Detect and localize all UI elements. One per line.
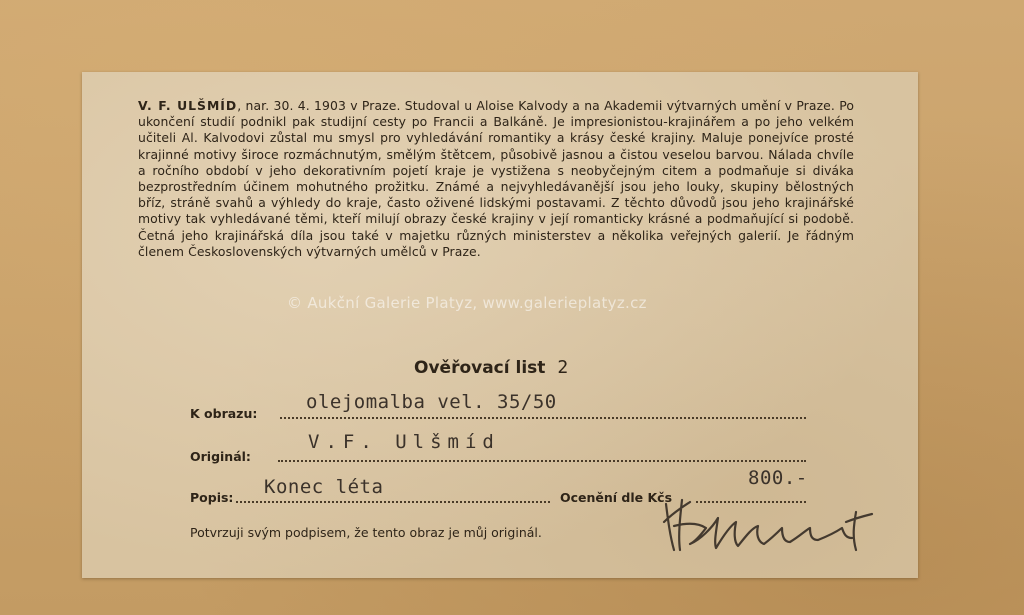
original-value: V.F. Ulšmíd bbox=[308, 431, 500, 453]
k-obrazu-value: olejomalba vel. 35/50 bbox=[306, 391, 557, 413]
handwritten-signature bbox=[660, 492, 880, 562]
certificate-number: 2 bbox=[557, 357, 569, 378]
popis-value: Konec léta bbox=[264, 476, 384, 498]
ocenen-label: Ocenění dle Kčs bbox=[560, 490, 673, 505]
original-label: Originál: bbox=[190, 449, 251, 464]
certificate-title bbox=[414, 357, 568, 378]
ocenen-value: 800.- bbox=[748, 467, 808, 489]
biography-text: , nar. 30. 4. 1903 v Praze. Studoval u Aloise Kalvody a na Akademii výtvarných umění v Praze. Po ukončení studií podnikl pak studijní cesty po Francii a Balkáně. Je impresionistou-krajinářem a po jeho velkém učiteli Al. Kalvodovi zůstal mu smysl pro vyhledávání romantiky a krásy české krajiny. Maluje ponejvíce prosté krajinné motivy široce rozmáchnutým, smělým štětcem, působivě jasnou a čistou veselou barvou. Nálada chvíle a ročního období v jeho dekorativním pojetí kraje je vystižena s neobyčejným citem a podmaňuje si diváka bezprostředním účinem mohutného prožitku. Známé a nejvyhledávanější jsou jeho louky, skupiny bělostných bříz, stráně svahů a výhledy do kraje, často oživené lidskými postavami. Z těchto důvodů jsou jeho krajinářské motivy tak vyhledávané těmi, kteří milují obrazy české krajiny v její romanticky krásné a podmaňující si podobě. Četná jeho krajinářská díla jsou také v majetku různých ministerstev a několika veřejných galerií. Je řádným členem Československých výtvarných umělců v Praze. bbox=[138, 98, 854, 259]
certificate-card bbox=[82, 72, 918, 578]
k-obrazu-label: K obrazu: bbox=[190, 406, 258, 421]
popis-label: Popis: bbox=[190, 490, 234, 505]
copyright-watermark: © Aukční Galerie Platyz, www.galerieplatyz.cz bbox=[287, 294, 647, 312]
k-obrazu-line bbox=[280, 417, 806, 419]
certificate-title-text: Ověřovací list bbox=[414, 358, 546, 378]
popis-line bbox=[236, 501, 550, 503]
original-line bbox=[278, 460, 806, 462]
confirmation-text: Potvrzuji svým podpisem, že tento obraz je můj originál. bbox=[190, 525, 542, 540]
artist-name: V. F. ULŠMÍD bbox=[138, 98, 238, 113]
artist-biography bbox=[138, 98, 854, 260]
